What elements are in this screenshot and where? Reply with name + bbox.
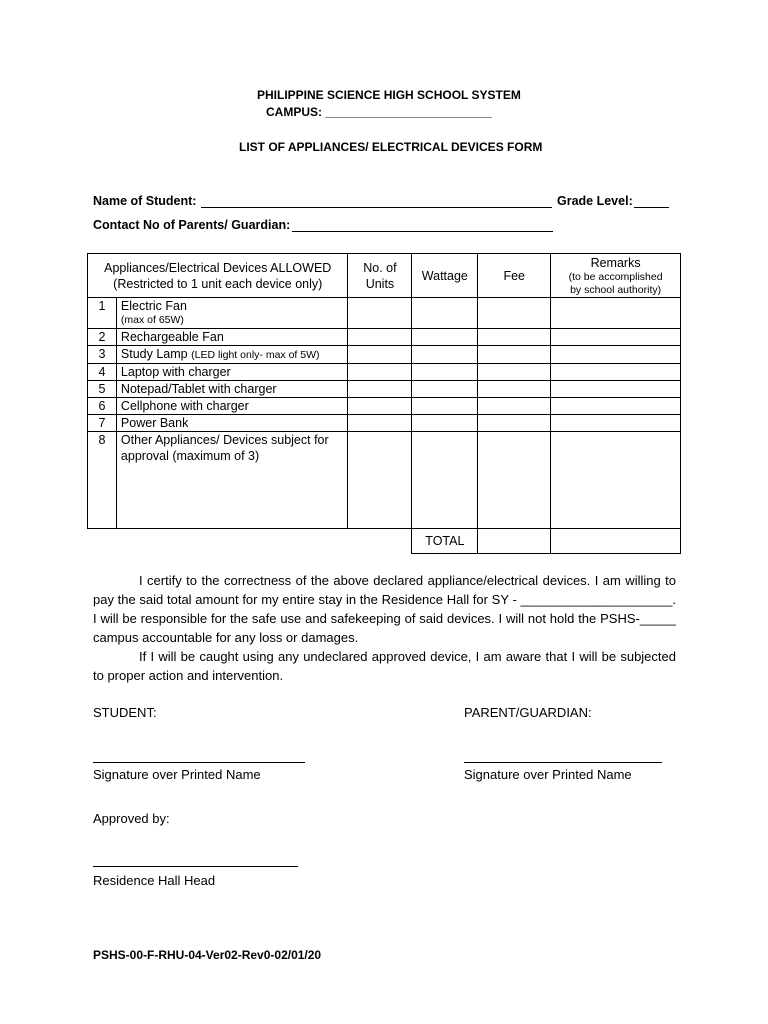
cell-wattage[interactable]: [412, 381, 478, 398]
campus-blank[interactable]: _________________________: [325, 105, 493, 119]
row-number: 2: [88, 329, 117, 346]
header-remarks-note2: by school authority): [570, 283, 662, 296]
cell-remarks[interactable]: [551, 398, 681, 415]
row-number: 5: [88, 381, 117, 398]
table-row: [88, 346, 681, 364]
header-devices-line2: (Restricted to 1 unit each device only): [113, 276, 323, 291]
total-label: TOTAL: [412, 529, 478, 554]
total-spacer: [116, 529, 348, 554]
campus-blank-2[interactable]: _____: [639, 611, 676, 626]
header-remarks-title: Remarks: [590, 255, 641, 270]
certification-para2: If I will be caught using any undeclared approved device, I am aware that I will be subjected to proper action and intervention.: [93, 649, 676, 683]
cell-fee[interactable]: [478, 364, 551, 381]
cell-fee[interactable]: [478, 381, 551, 398]
table-row: [88, 298, 681, 329]
cell-wattage[interactable]: [412, 298, 478, 329]
student-label: STUDENT:: [93, 705, 157, 720]
cell-units[interactable]: [348, 398, 412, 415]
row-item-label: Study Lamp: [120, 347, 188, 361]
cell-units[interactable]: [348, 364, 412, 381]
cell-fee[interactable]: [478, 298, 551, 329]
head-caption: Residence Hall Head: [93, 873, 216, 888]
row-item: Other Appliances/ Devices subject for approval (maximum of 3): [116, 432, 348, 529]
row-item: Power Bank: [116, 415, 348, 432]
row-number: 8: [88, 432, 117, 529]
row-number: 6: [88, 398, 117, 415]
cell-wattage[interactable]: [412, 364, 478, 381]
header-remarks: [551, 254, 681, 298]
row-item-label: Electric Fan: [120, 299, 187, 313]
cell-wattage[interactable]: [412, 432, 478, 529]
devices-table: [87, 253, 681, 554]
row-item-note: (max of 65W): [120, 314, 184, 326]
campus-line: [266, 105, 492, 119]
total-row: [88, 529, 681, 554]
student-signature-line[interactable]: [93, 762, 305, 763]
cell-wattage[interactable]: [412, 415, 478, 432]
row-item-note: (LED light only- max of 5W): [191, 349, 320, 361]
row-item: Cellphone with charger: [116, 398, 348, 415]
campus-label: CAMPUS:: [266, 105, 326, 119]
table-row: [88, 381, 681, 398]
row-item: [116, 346, 348, 364]
header-units-line1: No. of: [363, 260, 397, 275]
contact-field[interactable]: [292, 231, 553, 232]
table-row: [88, 415, 681, 432]
approved-by-label: Approved by:: [93, 811, 170, 826]
table-row: [88, 364, 681, 381]
row-number: 7: [88, 415, 117, 432]
cell-remarks[interactable]: [551, 432, 681, 529]
grade-level-field[interactable]: [634, 207, 669, 208]
cell-units[interactable]: [348, 329, 412, 346]
header-devices-line1: Appliances/Electrical Devices ALLOWED: [104, 260, 332, 275]
certification-para1: [93, 571, 676, 647]
total-fee[interactable]: [478, 529, 551, 554]
header-units: [348, 254, 412, 298]
cell-fee[interactable]: [478, 432, 551, 529]
cell-units[interactable]: [348, 346, 412, 364]
row-item: [116, 298, 348, 329]
grade-level-label: Grade Level:: [557, 194, 633, 208]
row-item: Notepad/Tablet with charger: [116, 381, 348, 398]
header-devices: [88, 254, 348, 298]
cell-wattage[interactable]: [412, 346, 478, 364]
cell-remarks[interactable]: [551, 329, 681, 346]
cert-text-c: campus accountable for any loss or damages.: [93, 630, 359, 645]
parent-signature-line[interactable]: [464, 762, 662, 763]
cell-remarks[interactable]: [551, 415, 681, 432]
cell-units[interactable]: [348, 298, 412, 329]
table-header-row: [88, 254, 681, 298]
cell-fee[interactable]: [478, 329, 551, 346]
header-wattage: Wattage: [412, 254, 478, 298]
student-name-field[interactable]: [201, 207, 552, 208]
sy-blank[interactable]: _____________________: [520, 592, 673, 607]
cell-fee[interactable]: [478, 346, 551, 364]
row-number: 1: [88, 298, 117, 329]
cell-remarks[interactable]: [551, 364, 681, 381]
cell-remarks[interactable]: [551, 381, 681, 398]
total-spacer: [348, 529, 412, 554]
student-signature-caption: Signature over Printed Name: [93, 767, 261, 782]
cell-wattage[interactable]: [412, 398, 478, 415]
cell-units[interactable]: [348, 432, 412, 529]
parent-signature-caption: Signature over Printed Name: [464, 767, 632, 782]
cert-text-b: . I will be responsible for the safe use and safekeeping of said devices. I will not hold the PSHS-: [93, 592, 676, 626]
form-title: LIST OF APPLIANCES/ ELECTRICAL DEVICES FORM: [239, 140, 543, 154]
header-fee: Fee: [478, 254, 551, 298]
cell-wattage[interactable]: [412, 329, 478, 346]
total-remarks[interactable]: [551, 529, 681, 554]
cell-units[interactable]: [348, 415, 412, 432]
cell-fee[interactable]: [478, 398, 551, 415]
parent-label: PARENT/GUARDIAN:: [464, 705, 592, 720]
total-spacer: [88, 529, 117, 554]
certification: [93, 571, 676, 685]
row-item: Rechargeable Fan: [116, 329, 348, 346]
table-row: [88, 432, 681, 529]
table-row: [88, 329, 681, 346]
form-code: PSHS-00-F-RHU-04-Ver02-Rev0-02/01/20: [93, 948, 322, 962]
cell-units[interactable]: [348, 381, 412, 398]
head-signature-line[interactable]: [93, 866, 298, 867]
cert-text-a: I certify to the correctness of the above declared appliance/electrical devices. I am willing to pay the said total amount for my entire stay in the Residence Hall for SY -: [93, 573, 676, 607]
row-item: Laptop with charger: [116, 364, 348, 381]
header-remarks-note1: (to be accomplished: [568, 270, 663, 283]
contact-label: Contact No of Parents/ Guardian:: [93, 218, 291, 232]
header-units-line2: Units: [365, 276, 395, 291]
student-name-label: Name of Student:: [93, 194, 197, 208]
school-name: PHILIPPINE SCIENCE HIGH SCHOOL SYSTEM: [257, 88, 521, 102]
row-number: 4: [88, 364, 117, 381]
cell-fee[interactable]: [478, 415, 551, 432]
table-row: [88, 398, 681, 415]
row-number: 3: [88, 346, 117, 364]
cell-remarks[interactable]: [551, 346, 681, 364]
cell-remarks[interactable]: [551, 298, 681, 329]
